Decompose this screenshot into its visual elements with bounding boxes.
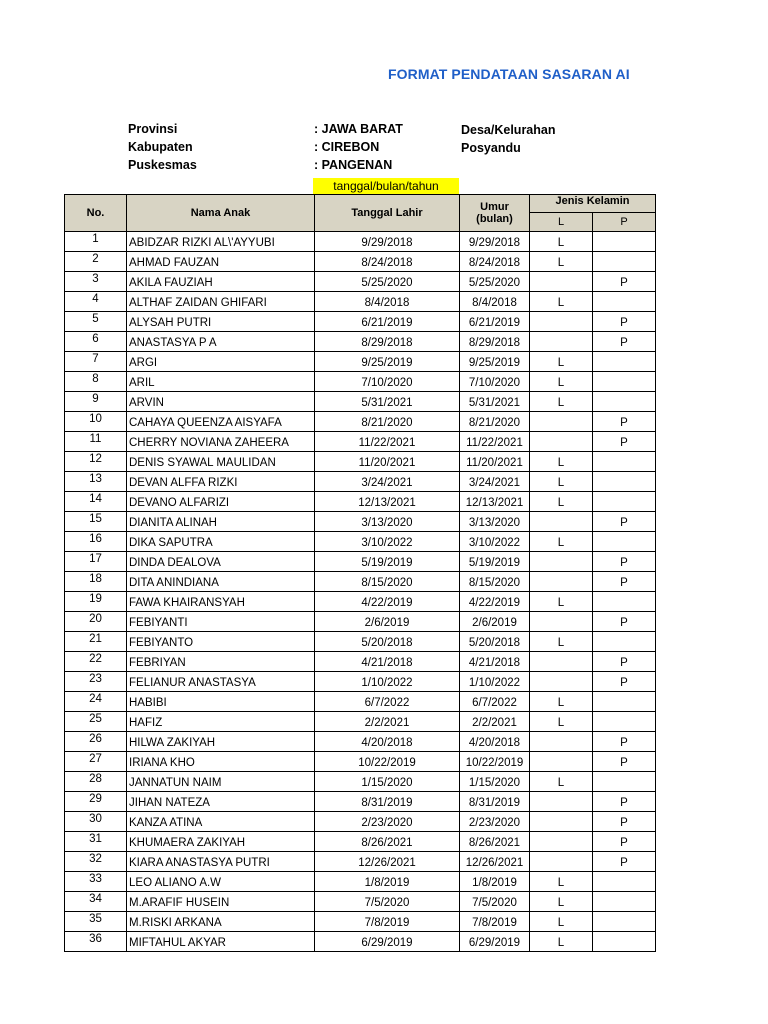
- row-nama: FAWA KHAIRANSYAH: [127, 592, 315, 612]
- row-tanggal-lahir: 1/10/2022: [315, 672, 460, 692]
- row-jk-l: L: [530, 592, 593, 612]
- row-no: 36: [65, 932, 127, 952]
- row-jk-l: L: [530, 632, 593, 652]
- header-no: No.: [65, 195, 127, 232]
- puskesmas-label: Puskesmas: [128, 158, 197, 172]
- row-no: 26: [65, 732, 127, 752]
- table-row: [65, 652, 656, 672]
- table-row: [65, 412, 656, 432]
- row-umur: 10/22/2019: [460, 752, 530, 772]
- row-nama: DINDA DEALOVA: [127, 552, 315, 572]
- header-umur-line1: Umur: [480, 201, 509, 213]
- row-tanggal-lahir: 1/8/2019: [315, 872, 460, 892]
- row-no: 16: [65, 532, 127, 552]
- row-no: 29: [65, 792, 127, 812]
- row-jk-l: [530, 732, 593, 752]
- row-tanggal-lahir: 4/22/2019: [315, 592, 460, 612]
- row-jk-l: [530, 272, 593, 292]
- row-jk-p: P: [593, 792, 656, 812]
- row-jk-l: L: [530, 712, 593, 732]
- row-tanggal-lahir: 2/2/2021: [315, 712, 460, 732]
- row-tanggal-lahir: 7/5/2020: [315, 892, 460, 912]
- row-jk-l: [530, 512, 593, 532]
- table-row: [65, 812, 656, 832]
- row-no: 33: [65, 872, 127, 892]
- row-jk-l: [530, 652, 593, 672]
- row-no: 24: [65, 692, 127, 712]
- row-no: 11: [65, 432, 127, 452]
- row-nama: MIFTAHUL AKYAR: [127, 932, 315, 952]
- row-no: 15: [65, 512, 127, 532]
- table-row: [65, 532, 656, 552]
- row-umur: 2/6/2019: [460, 612, 530, 632]
- row-no: 19: [65, 592, 127, 612]
- row-jk-p: [593, 712, 656, 732]
- header-jenis-kelamin: Jenis Kelamin: [530, 195, 656, 213]
- row-nama: ANASTASYA P A: [127, 332, 315, 352]
- row-jk-l: [530, 312, 593, 332]
- row-no: 9: [65, 392, 127, 412]
- row-umur: 8/29/2018: [460, 332, 530, 352]
- row-no: 5: [65, 312, 127, 332]
- row-tanggal-lahir: 5/31/2021: [315, 392, 460, 412]
- row-nama: KANZA ATINA: [127, 812, 315, 832]
- row-jk-l: [530, 812, 593, 832]
- row-jk-p: [593, 392, 656, 412]
- table-row: [65, 232, 656, 252]
- row-tanggal-lahir: 7/10/2020: [315, 372, 460, 392]
- table-row: [65, 732, 656, 752]
- row-jk-l: L: [530, 872, 593, 892]
- row-jk-p: [593, 492, 656, 512]
- table-row: [65, 612, 656, 632]
- row-umur: 5/25/2020: [460, 272, 530, 292]
- row-nama: FEBIYANTI: [127, 612, 315, 632]
- row-tanggal-lahir: 8/21/2020: [315, 412, 460, 432]
- row-tanggal-lahir: 8/29/2018: [315, 332, 460, 352]
- row-tanggal-lahir: 9/29/2018: [315, 232, 460, 252]
- row-nama: KHUMAERA ZAKIYAH: [127, 832, 315, 852]
- row-tanggal-lahir: 5/20/2018: [315, 632, 460, 652]
- row-nama: ALYSAH PUTRI: [127, 312, 315, 332]
- row-nama: JIHAN NATEZA: [127, 792, 315, 812]
- row-nama: CAHAYA QUEENZA AISYAFA: [127, 412, 315, 432]
- row-no: 25: [65, 712, 127, 732]
- row-jk-l: [530, 332, 593, 352]
- row-tanggal-lahir: 2/23/2020: [315, 812, 460, 832]
- posyandu-label: Posyandu: [461, 141, 521, 155]
- row-no: 1: [65, 232, 127, 252]
- row-jk-l: L: [530, 292, 593, 312]
- row-umur: 4/21/2018: [460, 652, 530, 672]
- row-nama: HILWA ZAKIYAH: [127, 732, 315, 752]
- row-jk-l: L: [530, 472, 593, 492]
- row-umur: 1/8/2019: [460, 872, 530, 892]
- row-nama: M.ARAFIF HUSEIN: [127, 892, 315, 912]
- table-row: [65, 372, 656, 392]
- table-row: [65, 872, 656, 892]
- row-umur: 8/31/2019: [460, 792, 530, 812]
- row-umur: 3/10/2022: [460, 532, 530, 552]
- row-jk-p: [593, 932, 656, 952]
- row-jk-l: L: [530, 232, 593, 252]
- table-row: [65, 572, 656, 592]
- row-jk-l: L: [530, 492, 593, 512]
- row-jk-p: P: [593, 612, 656, 632]
- provinsi-value: : JAWA BARAT: [314, 122, 403, 136]
- row-tanggal-lahir: 8/15/2020: [315, 572, 460, 592]
- row-umur: 8/4/2018: [460, 292, 530, 312]
- row-no: 6: [65, 332, 127, 352]
- row-jk-p: P: [593, 572, 656, 592]
- table-row: [65, 632, 656, 652]
- row-jk-l: L: [530, 372, 593, 392]
- row-jk-p: P: [593, 732, 656, 752]
- kabupaten-value: : CIREBON: [314, 140, 380, 154]
- header-p: P: [593, 213, 656, 232]
- row-nama: FEBIYANTO: [127, 632, 315, 652]
- row-umur: 4/22/2019: [460, 592, 530, 612]
- row-nama: CHERRY NOVIANA ZAHEERA: [127, 432, 315, 452]
- table-row: [65, 332, 656, 352]
- table-row: [65, 832, 656, 852]
- row-tanggal-lahir: 8/31/2019: [315, 792, 460, 812]
- row-no: 17: [65, 552, 127, 572]
- row-umur: 8/21/2020: [460, 412, 530, 432]
- row-jk-p: P: [593, 672, 656, 692]
- row-umur: 8/24/2018: [460, 252, 530, 272]
- row-no: 2: [65, 252, 127, 272]
- table-row: [65, 712, 656, 732]
- row-jk-l: L: [530, 452, 593, 472]
- row-umur: 1/15/2020: [460, 772, 530, 792]
- row-umur: 9/25/2019: [460, 352, 530, 372]
- row-no: 4: [65, 292, 127, 312]
- row-umur: 7/5/2020: [460, 892, 530, 912]
- row-nama: DIANITA ALINAH: [127, 512, 315, 532]
- puskesmas-value: : PANGENAN: [314, 158, 393, 172]
- row-no: 13: [65, 472, 127, 492]
- row-jk-l: [530, 552, 593, 572]
- row-jk-p: [593, 232, 656, 252]
- row-tanggal-lahir: 12/26/2021: [315, 852, 460, 872]
- row-jk-p: [593, 352, 656, 372]
- row-nama: ABIDZAR RIZKI AL\'AYYUBI: [127, 232, 315, 252]
- table-row: [65, 912, 656, 932]
- row-tanggal-lahir: 8/4/2018: [315, 292, 460, 312]
- table-row: [65, 312, 656, 332]
- row-umur: 11/20/2021: [460, 452, 530, 472]
- row-nama: HAFIZ: [127, 712, 315, 732]
- table-row: [65, 432, 656, 452]
- row-jk-p: P: [593, 852, 656, 872]
- row-jk-p: [593, 632, 656, 652]
- row-jk-l: [530, 672, 593, 692]
- row-jk-l: L: [530, 912, 593, 932]
- row-no: 10: [65, 412, 127, 432]
- row-jk-p: P: [593, 272, 656, 292]
- row-umur: 6/29/2019: [460, 932, 530, 952]
- row-umur: 5/19/2019: [460, 552, 530, 572]
- row-tanggal-lahir: 6/7/2022: [315, 692, 460, 712]
- row-no: 3: [65, 272, 127, 292]
- row-tanggal-lahir: 3/24/2021: [315, 472, 460, 492]
- row-tanggal-lahir: 9/25/2019: [315, 352, 460, 372]
- row-tanggal-lahir: 8/24/2018: [315, 252, 460, 272]
- table-row: [65, 272, 656, 292]
- row-jk-p: P: [593, 652, 656, 672]
- row-umur: 11/22/2021: [460, 432, 530, 452]
- row-jk-p: P: [593, 432, 656, 452]
- date-format-hint: tanggal/bulan/tahun: [313, 178, 459, 195]
- row-jk-p: P: [593, 312, 656, 332]
- row-nama: JANNATUN NAIM: [127, 772, 315, 792]
- row-no: 35: [65, 912, 127, 932]
- table-row: [65, 672, 656, 692]
- row-umur: 3/13/2020: [460, 512, 530, 532]
- row-jk-l: L: [530, 892, 593, 912]
- header-umur-line2: (bulan): [476, 213, 513, 225]
- table-row: [65, 292, 656, 312]
- row-umur: 9/29/2018: [460, 232, 530, 252]
- row-nama: AHMAD FAUZAN: [127, 252, 315, 272]
- row-umur: 2/23/2020: [460, 812, 530, 832]
- row-jk-p: P: [593, 412, 656, 432]
- header-tanggal-lahir: Tanggal Lahir: [315, 195, 460, 232]
- row-tanggal-lahir: 7/8/2019: [315, 912, 460, 932]
- row-jk-p: [593, 912, 656, 932]
- table-row: [65, 852, 656, 872]
- row-no: 18: [65, 572, 127, 592]
- row-jk-p: [593, 292, 656, 312]
- row-jk-p: P: [593, 512, 656, 532]
- row-jk-p: P: [593, 812, 656, 832]
- row-tanggal-lahir: 6/21/2019: [315, 312, 460, 332]
- page-title: FORMAT PENDATAAN SASARAN AI: [388, 66, 630, 82]
- table-row: [65, 792, 656, 812]
- row-umur: 6/7/2022: [460, 692, 530, 712]
- header-l: L: [530, 213, 593, 232]
- row-tanggal-lahir: 11/22/2021: [315, 432, 460, 452]
- row-no: 30: [65, 812, 127, 832]
- table-row: [65, 352, 656, 372]
- row-nama: DITA ANINDIANA: [127, 572, 315, 592]
- row-umur: 6/21/2019: [460, 312, 530, 332]
- row-no: 12: [65, 452, 127, 472]
- row-nama: ARIL: [127, 372, 315, 392]
- row-jk-p: [593, 692, 656, 712]
- row-jk-p: [593, 772, 656, 792]
- row-tanggal-lahir: 5/19/2019: [315, 552, 460, 572]
- row-jk-l: L: [530, 772, 593, 792]
- table-row: [65, 932, 656, 952]
- table-row: [65, 772, 656, 792]
- row-no: 14: [65, 492, 127, 512]
- table-row: [65, 752, 656, 772]
- row-jk-p: [593, 592, 656, 612]
- row-no: 7: [65, 352, 127, 372]
- row-tanggal-lahir: 8/26/2021: [315, 832, 460, 852]
- row-tanggal-lahir: 4/20/2018: [315, 732, 460, 752]
- table-row: [65, 452, 656, 472]
- row-tanggal-lahir: 4/21/2018: [315, 652, 460, 672]
- row-no: 34: [65, 892, 127, 912]
- row-jk-l: L: [530, 532, 593, 552]
- row-no: 28: [65, 772, 127, 792]
- row-nama: AKILA FAUZIAH: [127, 272, 315, 292]
- row-no: 22: [65, 652, 127, 672]
- row-umur: 3/24/2021: [460, 472, 530, 492]
- row-jk-p: [593, 892, 656, 912]
- row-jk-p: P: [593, 552, 656, 572]
- row-nama: FEBRIYAN: [127, 652, 315, 672]
- row-nama: ARVIN: [127, 392, 315, 412]
- row-jk-p: [593, 532, 656, 552]
- row-jk-l: L: [530, 392, 593, 412]
- row-nama: ARGI: [127, 352, 315, 372]
- row-nama: IRIANA KHO: [127, 752, 315, 772]
- row-tanggal-lahir: 5/25/2020: [315, 272, 460, 292]
- row-umur: 7/10/2020: [460, 372, 530, 392]
- row-no: 21: [65, 632, 127, 652]
- row-no: 8: [65, 372, 127, 392]
- row-jk-l: [530, 852, 593, 872]
- header-nama-anak: Nama Anak: [127, 195, 315, 232]
- row-jk-l: [530, 612, 593, 632]
- row-jk-l: L: [530, 252, 593, 272]
- row-nama: KIARA ANASTASYA PUTRI: [127, 852, 315, 872]
- table-row: [65, 692, 656, 712]
- row-umur: 4/20/2018: [460, 732, 530, 752]
- data-table: [64, 194, 656, 952]
- row-jk-l: L: [530, 692, 593, 712]
- header-umur: [460, 195, 530, 232]
- row-jk-p: [593, 452, 656, 472]
- row-umur: 8/15/2020: [460, 572, 530, 592]
- row-jk-l: L: [530, 352, 593, 372]
- table-row: [65, 492, 656, 512]
- table-row: [65, 252, 656, 272]
- row-jk-l: [530, 752, 593, 772]
- row-jk-p: [593, 372, 656, 392]
- row-nama: ALTHAF ZAIDAN GHIFARI: [127, 292, 315, 312]
- row-jk-l: L: [530, 932, 593, 952]
- row-jk-p: P: [593, 332, 656, 352]
- row-jk-l: [530, 832, 593, 852]
- row-jk-p: [593, 872, 656, 892]
- row-umur: 12/13/2021: [460, 492, 530, 512]
- row-nama: DENIS SYAWAL MAULIDAN: [127, 452, 315, 472]
- row-tanggal-lahir: 1/15/2020: [315, 772, 460, 792]
- table-row: [65, 892, 656, 912]
- row-no: 20: [65, 612, 127, 632]
- table-row: [65, 392, 656, 412]
- table-row: [65, 552, 656, 572]
- table-row: [65, 472, 656, 492]
- row-nama: DEVAN ALFFA RIZKI: [127, 472, 315, 492]
- desa-label: Desa/Kelurahan: [461, 123, 556, 137]
- row-no: 23: [65, 672, 127, 692]
- row-jk-p: [593, 472, 656, 492]
- kabupaten-label: Kabupaten: [128, 140, 193, 154]
- provinsi-label: Provinsi: [128, 122, 178, 136]
- row-nama: FELIANUR ANASTASYA: [127, 672, 315, 692]
- row-no: 31: [65, 832, 127, 852]
- row-nama: HABIBI: [127, 692, 315, 712]
- row-umur: 7/8/2019: [460, 912, 530, 932]
- row-nama: DIKA SAPUTRA: [127, 532, 315, 552]
- row-jk-p: P: [593, 832, 656, 852]
- row-tanggal-lahir: 3/10/2022: [315, 532, 460, 552]
- row-tanggal-lahir: 2/6/2019: [315, 612, 460, 632]
- row-umur: 5/31/2021: [460, 392, 530, 412]
- row-tanggal-lahir: 11/20/2021: [315, 452, 460, 472]
- row-jk-l: [530, 572, 593, 592]
- table-row: [65, 512, 656, 532]
- row-nama: M.RISKI ARKANA: [127, 912, 315, 932]
- row-tanggal-lahir: 3/13/2020: [315, 512, 460, 532]
- table-row: [65, 592, 656, 612]
- row-umur: 5/20/2018: [460, 632, 530, 652]
- row-umur: 2/2/2021: [460, 712, 530, 732]
- row-nama: LEO ALIANO A.W: [127, 872, 315, 892]
- row-nama: DEVANO ALFARIZI: [127, 492, 315, 512]
- row-jk-l: [530, 432, 593, 452]
- row-tanggal-lahir: 10/22/2019: [315, 752, 460, 772]
- row-umur: 1/10/2022: [460, 672, 530, 692]
- row-no: 32: [65, 852, 127, 872]
- row-jk-p: P: [593, 752, 656, 772]
- row-umur: 12/26/2021: [460, 852, 530, 872]
- row-jk-p: [593, 252, 656, 272]
- row-tanggal-lahir: 6/29/2019: [315, 932, 460, 952]
- row-jk-l: [530, 792, 593, 812]
- row-jk-l: [530, 412, 593, 432]
- row-umur: 8/26/2021: [460, 832, 530, 852]
- row-tanggal-lahir: 12/13/2021: [315, 492, 460, 512]
- row-no: 27: [65, 752, 127, 772]
